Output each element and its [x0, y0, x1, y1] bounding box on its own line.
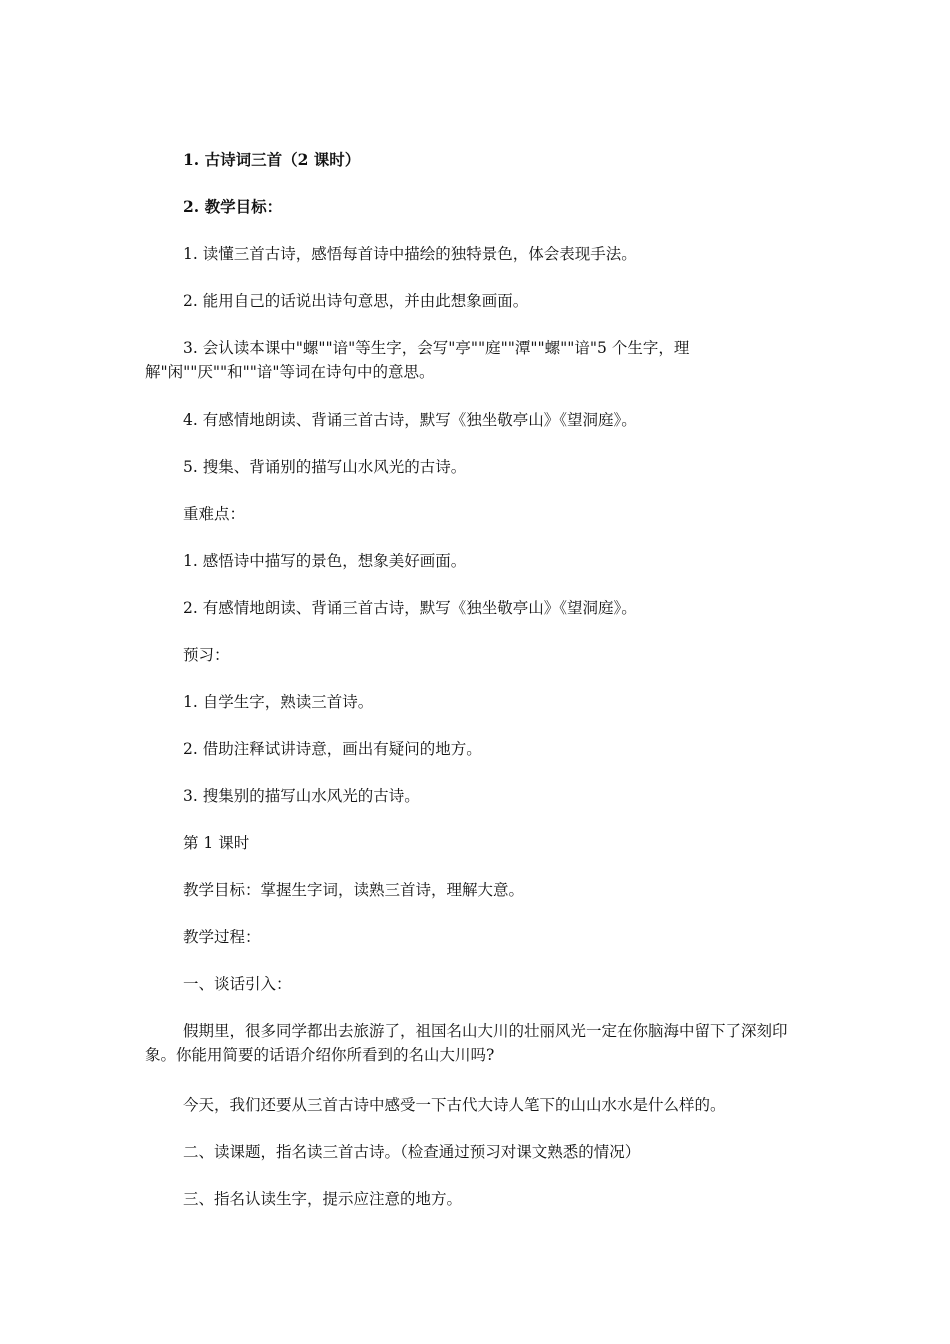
goal-item: 2. 能用自己的话说出诗句意思，并由此想象画面。 — [183, 292, 529, 310]
lesson1-goal: 教学目标：掌握生字词，读熟三首诗，理解大意。 — [183, 881, 525, 899]
goal-item: 4. 有感情地朗读、背诵三首古诗，默写《独坐敬亭山》《望洞庭》。 — [183, 411, 637, 429]
lesson-title: 1. 古诗词三首（2 课时） — [183, 150, 361, 169]
step3-text: 三、指名认读生字，提示应注意的地方。 — [183, 1190, 463, 1208]
goal-item: 5. 搜集、背诵别的描写山水风光的古诗。 — [183, 458, 467, 476]
step1-paragraph: 假期里，很多同学都出去旅游了，祖国名山大川的壮丽风光一定在你脑海中留下了深刻印象。你能用简要的话语介绍你所看到的名山大川吗? — [145, 1022, 788, 1064]
goal-item: 3. 会认读本课中"螺""谙"等生字，会写"亭""庭""潭""螺""谙"5 个生字，理解"闲""厌""和""谙"等词在诗句中的意思。 — [145, 339, 690, 381]
preview-item: 3. 搜集别的描写山水风光的古诗。 — [183, 787, 420, 805]
step1-heading: 一、谈话引入： — [183, 975, 292, 993]
step2-text: 二、读课题，指名读三首古诗。（检查通过预习对课文熟悉的情况） — [183, 1143, 641, 1161]
step1-paragraph: 今天，我们还要从三首古诗中感受一下古代大诗人笔下的山山水水是什么样的。 — [183, 1096, 726, 1114]
goals-heading: 2. 教学目标： — [183, 197, 283, 216]
goal-item: 1. 读懂三首古诗，感悟每首诗中描绘的独特景色，体会表现手法。 — [183, 245, 637, 263]
preview-item: 2. 借助注释试讲诗意，画出有疑问的地方。 — [183, 740, 482, 758]
preview-item: 1. 自学生字，熟读三首诗。 — [183, 693, 374, 711]
key-points-heading: 重难点： — [183, 505, 246, 523]
process-heading: 教学过程： — [183, 928, 261, 946]
preview-heading: 预习： — [183, 646, 230, 664]
key-point-item: 1. 感悟诗中描写的景色，想象美好画面。 — [183, 552, 467, 570]
lesson1-heading: 第 1 课时 — [183, 834, 250, 852]
key-point-item: 2. 有感情地朗读、背诵三首古诗，默写《独坐敬亭山》《望洞庭》。 — [183, 599, 637, 617]
